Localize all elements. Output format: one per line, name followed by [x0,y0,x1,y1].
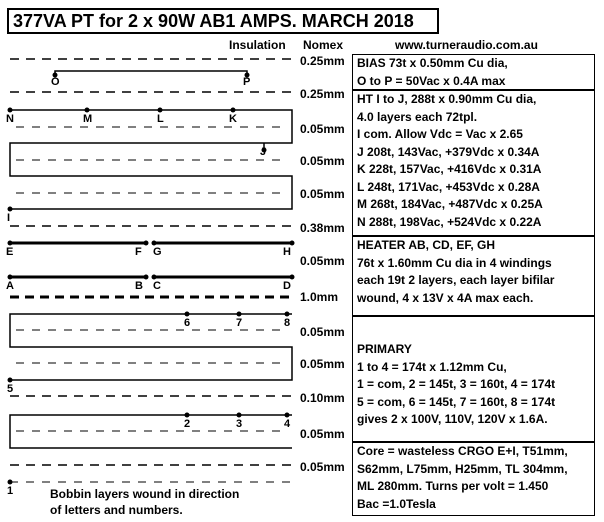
primary-spec-line: gives 2 x 100V, 110V, 120V x 1.6A. [357,412,548,426]
tap-dot [144,275,149,280]
page-title: 377VA PT for 2 x 90W AB1 AMPS. MARCH 2018 [13,11,414,31]
tap-dot [85,108,90,113]
terminal-label-c: C [153,280,161,292]
tap-dot [152,275,157,280]
ht-spec-line: HT I to J, 288t x 0.90mm Cu dia, [357,92,537,106]
insulation-thickness: 1.0mm [300,290,339,304]
tap-dot [185,312,190,317]
insulation-thickness: 0.05mm [300,357,345,371]
primary-spec-line: 5 = com, 6 = 145t, 7 = 160t, 8 = 174t [357,394,556,409]
terminal-label-o: O [51,76,60,88]
ht-spec-line: 4.0 layers each 72tpl. [357,109,478,124]
terminal-label-m: M [83,113,93,125]
terminal-label-h: H [283,246,291,258]
insulation-thickness: 0.05mm [300,325,345,339]
heater-spec-line: 76t x 1.60mm Cu dia in 4 windings [357,255,552,270]
insulation-thickness: 0.10mm [300,391,345,405]
ht-spec-line: J 208t, 143Vac, +379Vdc x 0.34A [357,144,540,159]
terminal-label-4: 4 [284,418,291,430]
tap-dot [231,108,236,113]
primary-spec-line: 1 = com, 2 = 145t, 3 = 160t, 4 = 174t [357,377,556,391]
heater-spec-line: HEATER AB, CD, EF, GH [357,238,496,252]
tap-dot [8,378,13,383]
terminal-label-j: J [260,146,267,158]
website-text: www.turneraudio.com.au [395,38,538,52]
footnote-line: of letters and numbers. [50,503,183,517]
tap-dot [8,108,13,113]
terminal-label-2: 2 [184,418,191,430]
insulation-thickness: 0.25mm [300,54,345,68]
terminal-label-8: 8 [284,317,291,329]
terminal-label-l: L [157,113,164,125]
terminal-label-6: 6 [184,317,191,329]
ht-spec-line: L 248t, 171Vac, +453Vdc x 0.28A [357,179,540,194]
tap-dot [8,275,13,280]
terminal-label-b: B [135,280,143,292]
core-spec-line: ML 280mm. Turns per volt = 1.450 [357,479,549,493]
core-spec-box [352,442,595,516]
tap-dot [185,413,190,418]
heater-spec-line: wound, 4 x 13V x 4A max each. [357,290,534,305]
terminal-label-7: 7 [236,317,243,329]
insulation-thickness: 0.25mm [300,87,345,101]
bias-spec-line: O to P = 50Vac x 0.4A max [357,73,506,88]
terminal-label-d: D [283,280,291,292]
tap-dot [237,312,242,317]
tap-dot [152,241,157,246]
insulation-thickness: 0.05mm [300,187,345,201]
insulation-thickness: 0.05mm [300,122,345,136]
terminal-label-e: E [6,246,14,258]
core-spec-line: S62mm, L75mm, H25mm, TL 304mm, [357,461,568,476]
tap-dot [290,275,295,280]
core-spec-line: Bac =1.0Tesla [357,496,436,511]
tap-dot [285,413,290,418]
tap-dot [158,108,163,113]
insulation-header: Insulation [229,38,286,52]
insulation-thickness: 0.05mm [300,427,345,441]
ht-spec-line: K 228t, 157Vac, +416Vdc x 0.31A [357,162,542,176]
heater-spec-line: each 19t 2 layers, each layer bifilar [357,273,555,287]
insulation-thickness: 0.05mm [300,460,345,474]
terminal-label-5: 5 [7,383,14,395]
terminal-label-i: I [7,212,11,224]
insulation-thickness: 0.05mm [300,254,345,268]
tap-dot [8,480,13,485]
footnote-line: Bobbin layers wound in direction [50,487,240,501]
tap-dot [237,413,242,418]
bias-winding [55,71,247,75]
ht-spec-line: M 268t, 184Vac, +487Vdc x 0.25A [357,197,543,211]
terminal-label-a: A [6,280,14,292]
tap-dot [285,312,290,317]
tap-dot [144,241,149,246]
terminal-label-f: F [135,246,142,258]
terminal-label-3: 3 [236,418,243,430]
heater-spec-box [352,236,595,316]
terminal-label-1: 1 [7,485,14,497]
tap-dot [8,241,13,246]
insulation-thickness: 0.38mm [300,221,345,235]
nomex-header: Nomex [303,38,344,52]
ht-spec-line: I com. Allow Vdc = Vac x 2.65 [357,127,523,141]
ht-spec-line: N 288t, 198Vac, +524Vdc x 0.22A [357,214,542,229]
primary-spec-line: PRIMARY [357,342,412,356]
terminal-label-g: G [153,246,162,258]
tap-dot [290,241,295,246]
core-spec-line: Core = wasteless CRGO E+I, T51mm, [357,444,568,458]
terminal-label-k: K [229,113,237,125]
primary-winding-5-8 [10,314,292,380]
bias-spec-line: BIAS 73t x 0.50mm Cu dia, [357,56,508,70]
terminal-label-p: P [243,76,251,88]
insulation-thickness: 0.05mm [300,154,345,168]
bias-spec-box [352,54,595,90]
tap-dot [8,207,13,212]
terminal-label-n: N [6,113,14,125]
ht-spec-box [352,90,595,236]
primary-spec-line: 1 to 4 = 174t x 1.12mm Cu, [357,359,507,374]
primary-spec-box [352,316,595,442]
